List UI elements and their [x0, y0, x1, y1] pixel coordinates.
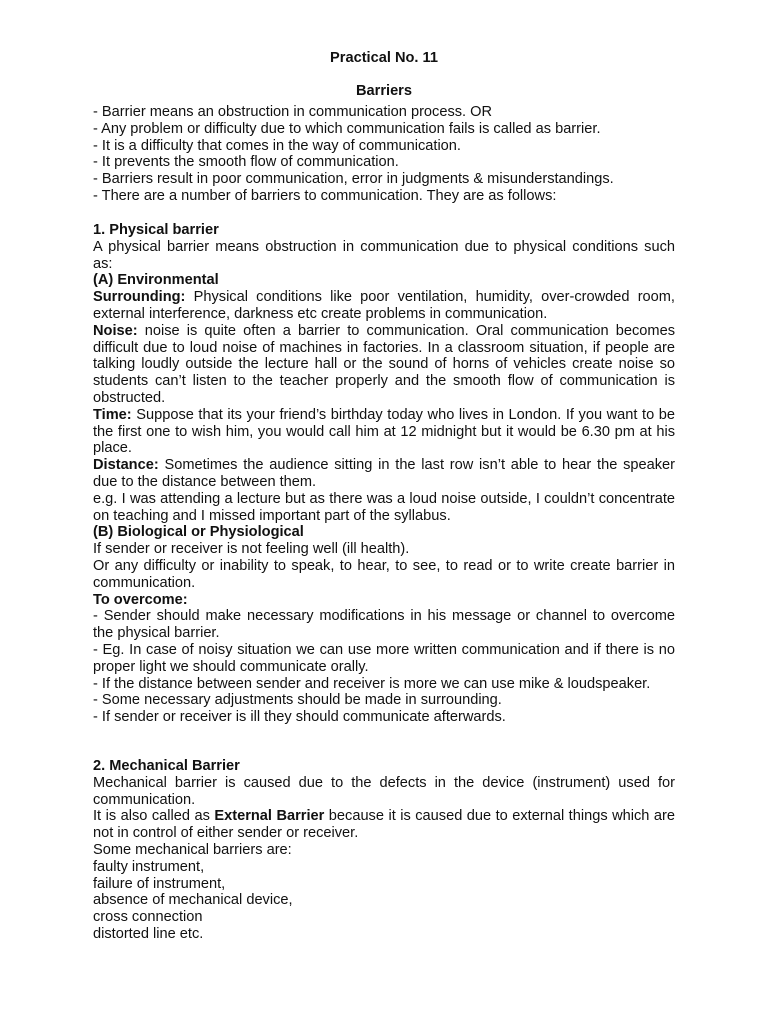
- intro-line: - It prevents the smooth flow of communication.: [93, 154, 399, 171]
- example-paragraph: e.g. I was attending a lecture but as there was a loud noise outside, I couldn’t concentrate on teaching and I missed important part of the syllabus.: [93, 490, 675, 524]
- mechanical-list-item: failure of instrument,: [93, 875, 226, 892]
- mechanical-list-intro: Some mechanical barriers are:: [93, 841, 292, 858]
- time-paragraph: [93, 407, 675, 457]
- noise-paragraph: [93, 323, 675, 407]
- physical-barrier-section: [93, 222, 675, 726]
- page-title: Practical No. 11: [330, 50, 438, 66]
- intro-list: [93, 104, 675, 205]
- external-suffix: because it is caused due to external things which are not in control of either sender or receiver.: [93, 808, 675, 842]
- distance-text: Sometimes the audience sitting in the last row isn’t able to hear the speaker due to the distance between them.: [93, 457, 675, 490]
- physical-barrier-definition: A physical barrier means obstruction in communication due to physical conditions such as:: [93, 238, 675, 272]
- intro-line: - Barrier means an obstruction in communication process. OR: [93, 104, 493, 120]
- intro-line: - Any problem or difficulty due to which communication fails is called as barrier.: [93, 120, 601, 137]
- page-subtitle: Barriers: [356, 83, 412, 99]
- distance-paragraph: [93, 457, 675, 491]
- biological-line: Or any difficulty or inability to speak, to hear, to see, to read or to write create barrier in communication.: [93, 557, 675, 591]
- mechanical-list-item: faulty instrument,: [93, 858, 205, 875]
- biological-heading: (B) Biological or Physiological: [93, 524, 304, 541]
- overcome-item: - If the distance between sender and receiver is more we can use mike & loudspeaker.: [93, 675, 651, 692]
- time-label: Time:: [93, 406, 132, 423]
- mechanical-list-item: distorted line etc.: [93, 925, 204, 942]
- overcome-item: - Sender should make necessary modifications in his message or channel to overcome the physical barrier.: [93, 608, 675, 642]
- intro-line: - Barriers result in poor communication, error in judgments & misunderstandings.: [93, 171, 614, 188]
- mechanical-list-item: cross connection: [93, 909, 203, 926]
- overcome-heading: To overcome:: [93, 591, 188, 608]
- external-barrier-label: External Barrier: [214, 808, 325, 825]
- surrounding-label: Surrounding:: [93, 289, 186, 306]
- mechanical-barrier-heading: 2. Mechanical Barrier: [93, 758, 240, 774]
- external-prefix: It is also called as: [93, 808, 210, 825]
- intro-line: - There are a number of barriers to communication. They are as follows:: [93, 187, 557, 204]
- intro-line: - It is a difficulty that comes in the way of communication.: [93, 137, 461, 154]
- mechanical-list-item: absence of mechanical device,: [93, 892, 293, 909]
- environmental-heading: (A) Environmental: [93, 272, 219, 289]
- time-text: Suppose that its your friend’s birthday today who lives in London. If you want to be the first one to wish him, you would call him at 12 midnight but it would be 6.30 pm at his place.: [93, 406, 676, 457]
- external-barrier-paragraph: [93, 808, 675, 842]
- surrounding-paragraph: [93, 289, 675, 323]
- overcome-item: - If sender or receiver is ill they should communicate afterwards.: [93, 709, 506, 726]
- overcome-item: - Some necessary adjustments should be made in surrounding.: [93, 692, 502, 709]
- mechanical-barrier-definition: Mechanical barrier is caused due to the defects in the device (instrument) used for communication.: [93, 774, 675, 808]
- biological-line: If sender or receiver is not feeling well (ill health).: [93, 541, 410, 558]
- noise-label: Noise:: [93, 322, 138, 339]
- overcome-item: - Eg. In case of noisy situation we can use more written communication and if there is no proper light we should communicate orally.: [93, 641, 675, 675]
- surrounding-text: Physical conditions like poor ventilation, humidity, over-crowded room, external interference, darkness etc create problems in communication.: [93, 289, 675, 322]
- mechanical-barrier-section: [93, 758, 675, 943]
- physical-barrier-heading: 1. Physical barrier: [93, 222, 219, 238]
- distance-label: Distance:: [93, 457, 159, 474]
- noise-text: noise is quite often a barrier to communication. Oral communication becomes difficult due to loud noise of machines in factories. In a classroom situation, if people are talking loudly outside the lecture hall or the sound of horns of vehicles create noise so students can’t listen to the teacher properly and the smooth flow of communication is obstructed.: [93, 322, 675, 406]
